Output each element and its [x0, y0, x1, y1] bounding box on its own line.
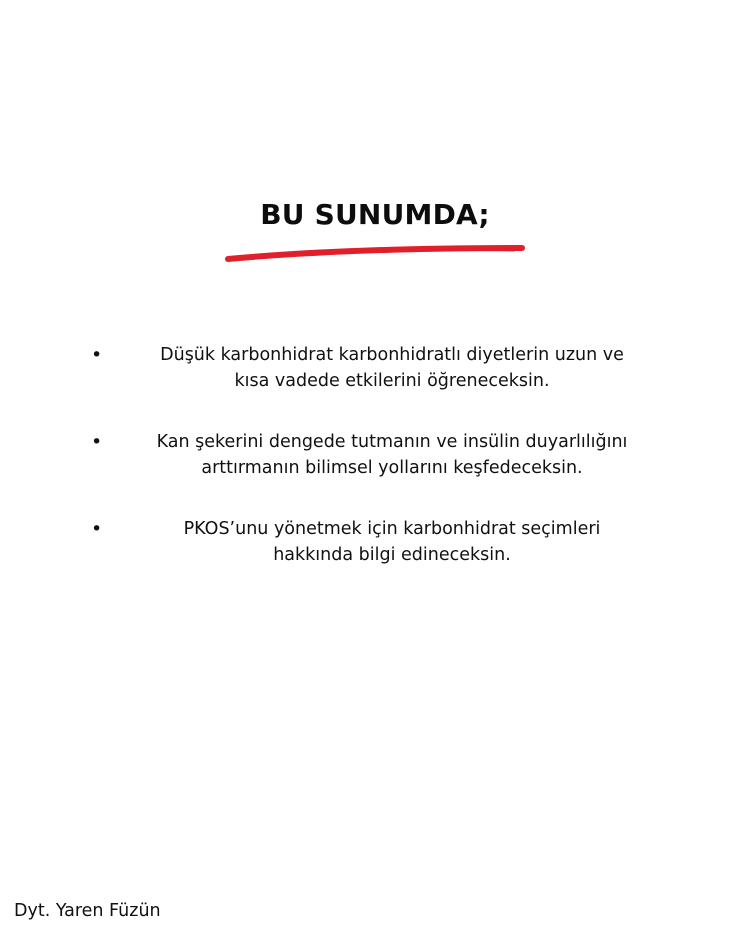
list-item-text: [112, 429, 672, 481]
list-item-text: [112, 342, 672, 394]
author-credit: Dyt. Yaren Füzün: [14, 901, 161, 921]
list-item-line: kısa vadede etkilerini öğreneceksin.: [234, 371, 550, 391]
bullet-point: •: [91, 431, 103, 453]
bullet-point: •: [91, 344, 103, 366]
list-item-line: arttırmanın bilimsel yollarını keşfedeceksin.: [201, 458, 583, 478]
list-item-line: PKOS’unu yönetmek için karbonhidrat seçimleri: [183, 519, 601, 539]
slide-title: BU SUNUMDA;: [260, 198, 490, 231]
bullet-point: •: [91, 518, 103, 540]
list-item-text: [112, 516, 672, 568]
list-item-line: Kan şekerini dengede tutmanın ve insülin duyarlılığını: [156, 432, 628, 452]
list-item-line: Düşük karbonhidrat karbonhidratlı diyetlerin uzun ve: [160, 345, 624, 365]
list-item-line: hakkında bilgi edineceksin.: [273, 545, 511, 565]
